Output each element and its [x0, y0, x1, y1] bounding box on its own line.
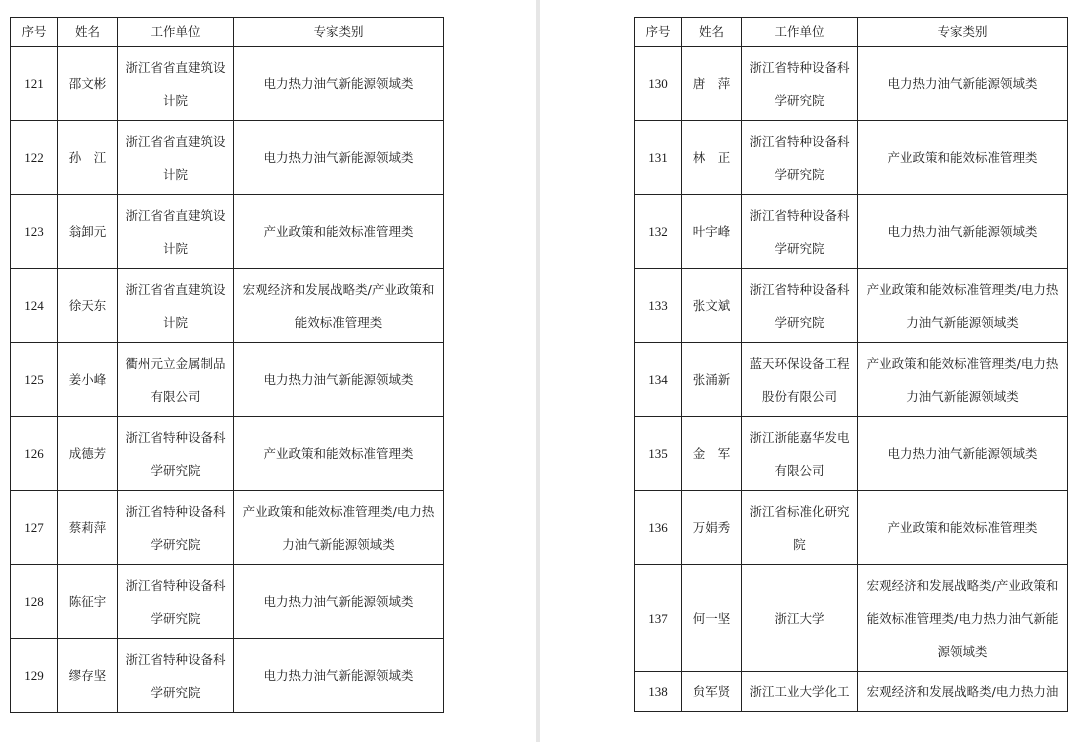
- cell-category: 电力热力油气新能源领域类: [234, 565, 444, 639]
- cell-serial: 137: [635, 565, 682, 672]
- cell-category: 产业政策和能效标准管理类: [234, 417, 444, 491]
- table-row: [635, 672, 1068, 712]
- table-row: [11, 195, 444, 269]
- cell-serial: 121: [11, 47, 58, 121]
- cell-category: 电力热力油气新能源领域类: [234, 121, 444, 195]
- cell-serial: 128: [11, 565, 58, 639]
- table-row: [635, 47, 1068, 121]
- cell-serial: 130: [635, 47, 682, 121]
- table-row: [11, 565, 444, 639]
- table-row: [11, 47, 444, 121]
- table-row: [635, 343, 1068, 417]
- cell-serial: 123: [11, 195, 58, 269]
- page-divider: [536, 0, 540, 742]
- cell-unit: 衢州元立金属制品有限公司: [118, 343, 234, 417]
- cell-name: 徐天东: [58, 269, 118, 343]
- table-row: [11, 269, 444, 343]
- table-row: [11, 491, 444, 565]
- table-row: [635, 269, 1068, 343]
- cell-category: 宏观经济和发展战略类/产业政策和能效标准管理类: [234, 269, 444, 343]
- table-row: [11, 343, 444, 417]
- header-name: 姓名: [58, 18, 118, 47]
- header-unit: 工作单位: [742, 18, 858, 47]
- cell-unit: 蓝天环保设备工程股份有限公司: [742, 343, 858, 417]
- cell-category: 产业政策和能效标准管理类: [234, 195, 444, 269]
- table-header-row: [11, 18, 444, 47]
- table-row: [635, 121, 1068, 195]
- cell-category: 产业政策和能效标准管理类/电力热力油气新能源领域类: [858, 269, 1068, 343]
- cell-category: 宏观经济和发展战略类/电力热力油: [858, 672, 1068, 712]
- cell-name: 成德芳: [58, 417, 118, 491]
- table-row: [11, 417, 444, 491]
- table-row: [635, 565, 1068, 672]
- cell-unit: 浙江工业大学化工: [742, 672, 858, 712]
- cell-category: 电力热力油气新能源领域类: [234, 47, 444, 121]
- cell-unit: 浙江省标准化研究院: [742, 491, 858, 565]
- cell-unit: 浙江省特种设备科学研究院: [742, 195, 858, 269]
- cell-serial: 122: [11, 121, 58, 195]
- cell-name: 孙 江: [58, 121, 118, 195]
- header-category: 专家类别: [234, 18, 444, 47]
- cell-category: 电力热力油气新能源领域类: [858, 47, 1068, 121]
- cell-name: 金 军: [682, 417, 742, 491]
- cell-name: 陈征宇: [58, 565, 118, 639]
- cell-category: 电力热力油气新能源领域类: [858, 195, 1068, 269]
- cell-unit: 浙江省特种设备科学研究院: [118, 491, 234, 565]
- cell-serial: 129: [11, 639, 58, 713]
- cell-name: 万娟秀: [682, 491, 742, 565]
- table-row: [635, 491, 1068, 565]
- cell-category: 电力热力油气新能源领域类: [858, 417, 1068, 491]
- cell-serial: 135: [635, 417, 682, 491]
- table-header-row: [635, 18, 1068, 47]
- table-row: [635, 195, 1068, 269]
- cell-category: 电力热力油气新能源领域类: [234, 639, 444, 713]
- cell-unit: 浙江省特种设备科学研究院: [742, 47, 858, 121]
- table-row: [11, 639, 444, 713]
- cell-unit: 浙江大学: [742, 565, 858, 672]
- cell-serial: 127: [11, 491, 58, 565]
- cell-unit: 浙江省特种设备科学研究院: [118, 565, 234, 639]
- expert-table-right: [634, 17, 1068, 712]
- cell-serial: 125: [11, 343, 58, 417]
- expert-table-left: [10, 17, 444, 713]
- cell-category: 产业政策和能效标准管理类/电力热力油气新能源领域类: [234, 491, 444, 565]
- cell-unit: 浙江省省直建筑设计院: [118, 121, 234, 195]
- cell-serial: 124: [11, 269, 58, 343]
- cell-category: 产业政策和能效标准管理类: [858, 121, 1068, 195]
- table-row: [635, 417, 1068, 491]
- cell-name: 叶宇峰: [682, 195, 742, 269]
- cell-name: 翁卸元: [58, 195, 118, 269]
- cell-name: 唐 萍: [682, 47, 742, 121]
- cell-category: 产业政策和能效标准管理类/电力热力油气新能源领域类: [858, 343, 1068, 417]
- cell-unit: 浙江省特种设备科学研究院: [742, 269, 858, 343]
- cell-name: 贠军贤: [682, 672, 742, 712]
- header-unit: 工作单位: [118, 18, 234, 47]
- cell-name: 邵文彬: [58, 47, 118, 121]
- cell-category: 产业政策和能效标准管理类: [858, 491, 1068, 565]
- cell-name: 蔡莉萍: [58, 491, 118, 565]
- cell-serial: 133: [635, 269, 682, 343]
- cell-unit: 浙江省省直建筑设计院: [118, 195, 234, 269]
- header-serial: 序号: [11, 18, 58, 47]
- cell-serial: 138: [635, 672, 682, 712]
- cell-name: 张涌新: [682, 343, 742, 417]
- cell-name: 张文斌: [682, 269, 742, 343]
- cell-category: 宏观经济和发展战略类/产业政策和能效标准管理类/电力热力油气新能源领域类: [858, 565, 1068, 672]
- cell-serial: 132: [635, 195, 682, 269]
- header-name: 姓名: [682, 18, 742, 47]
- cell-serial: 131: [635, 121, 682, 195]
- cell-unit: 浙江省省直建筑设计院: [118, 269, 234, 343]
- cell-name: 林 正: [682, 121, 742, 195]
- cell-name: 缪存坚: [58, 639, 118, 713]
- cell-name: 姜小峰: [58, 343, 118, 417]
- header-serial: 序号: [635, 18, 682, 47]
- cell-category: 电力热力油气新能源领域类: [234, 343, 444, 417]
- cell-serial: 126: [11, 417, 58, 491]
- cell-serial: 136: [635, 491, 682, 565]
- table-row: [11, 121, 444, 195]
- cell-name: 何一坚: [682, 565, 742, 672]
- cell-unit: 浙江浙能嘉华发电有限公司: [742, 417, 858, 491]
- cell-unit: 浙江省特种设备科学研究院: [742, 121, 858, 195]
- cell-unit: 浙江省特种设备科学研究院: [118, 639, 234, 713]
- cell-unit: 浙江省省直建筑设计院: [118, 47, 234, 121]
- cell-serial: 134: [635, 343, 682, 417]
- header-category: 专家类别: [858, 18, 1068, 47]
- cell-unit: 浙江省特种设备科学研究院: [118, 417, 234, 491]
